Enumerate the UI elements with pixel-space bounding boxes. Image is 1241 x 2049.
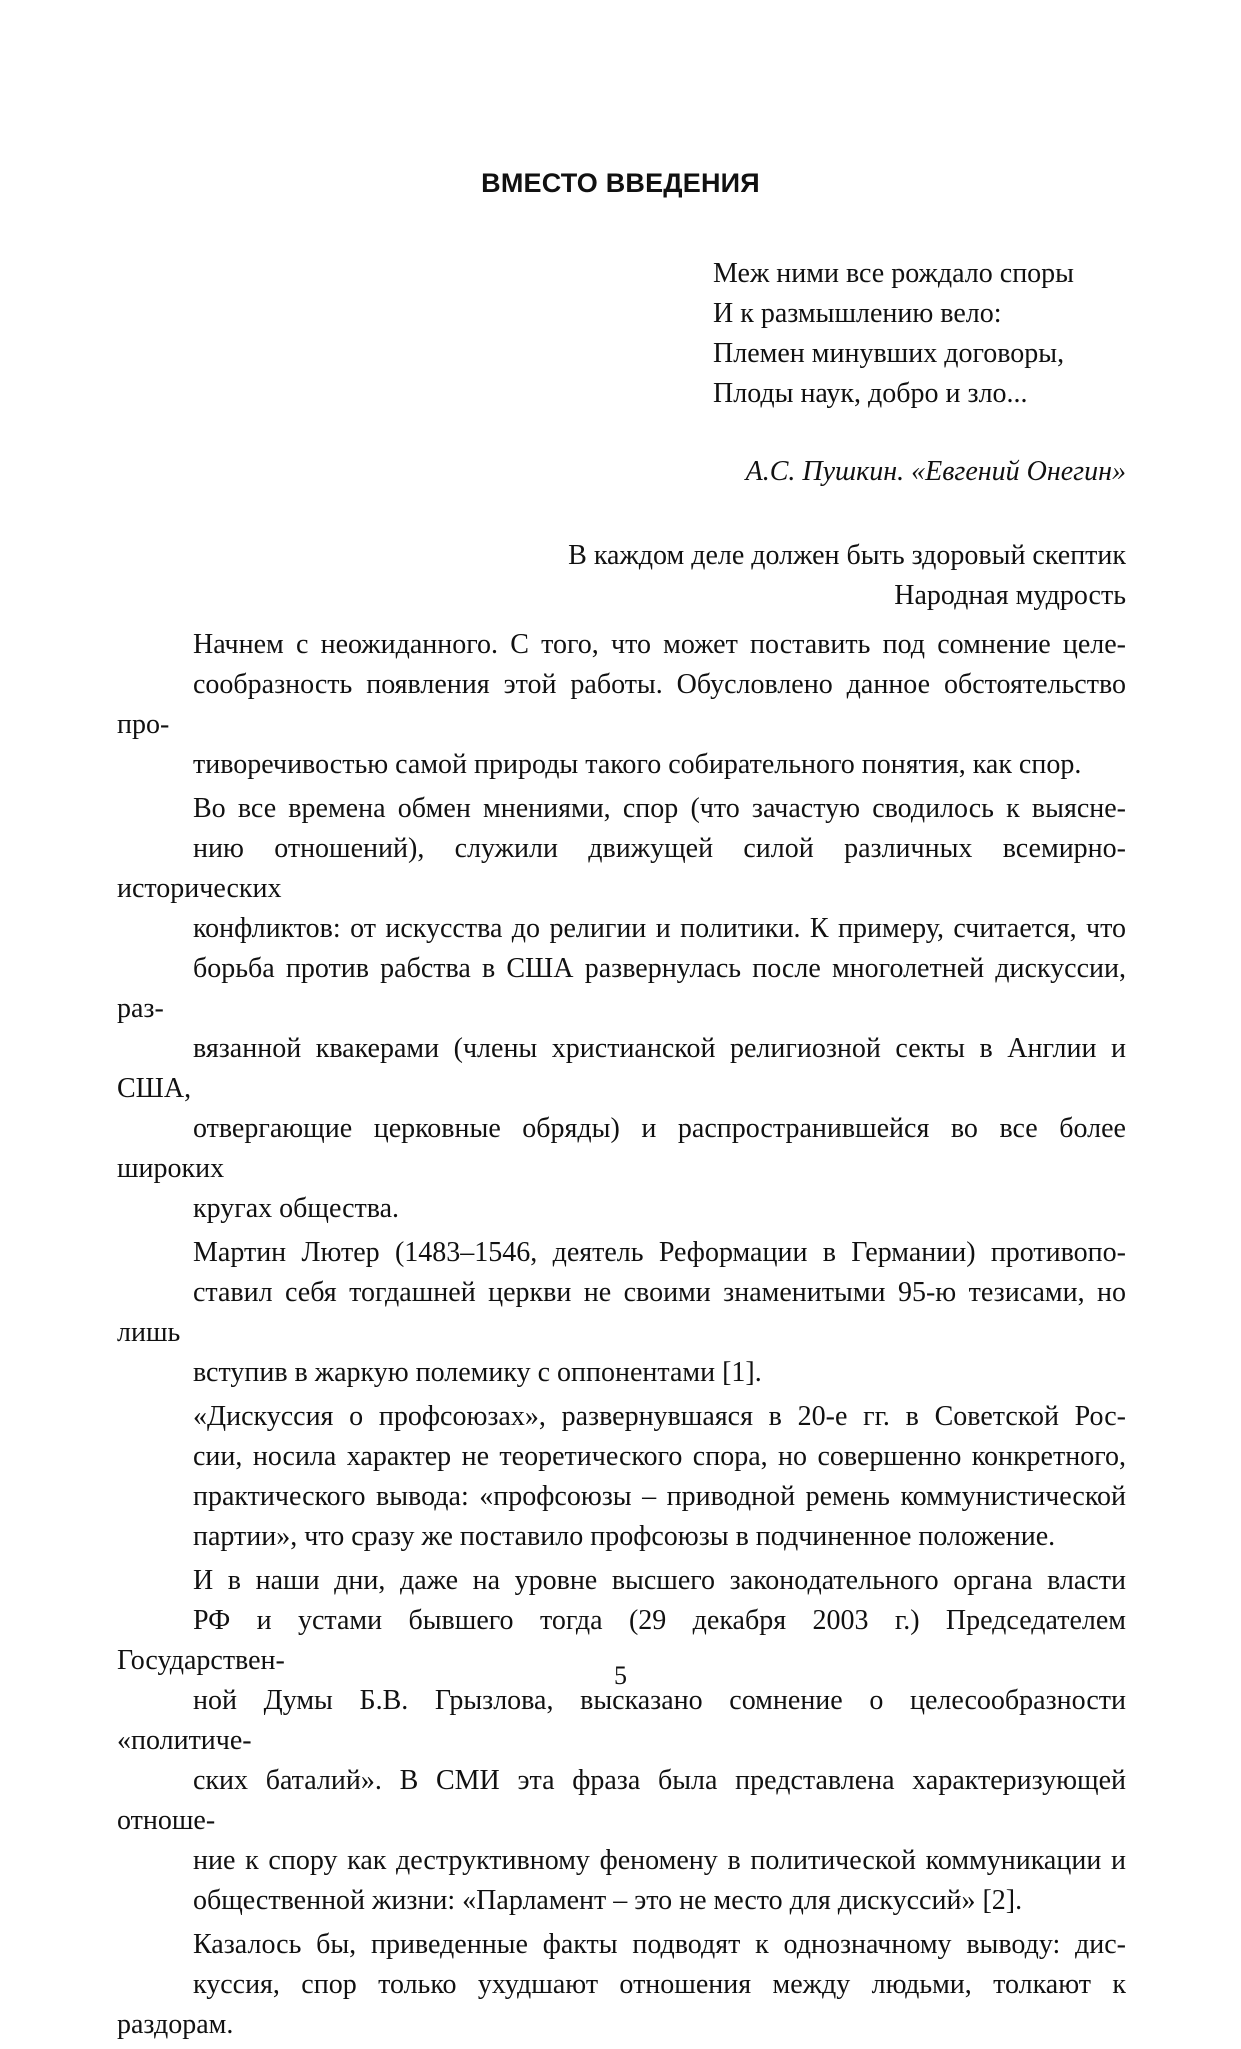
text-line: кругах общества.	[193, 1193, 400, 1224]
text-line: ной Думы Б.В. Грызлова, высказано сомнение о целесообразности «политиче-	[117, 1685, 1126, 1756]
text-line: отвергающие церковные обряды) и распространившейся во все более широких	[117, 1113, 1126, 1184]
text-line: Во все времена обмен мнениями, спор (что зачастую сводилось к выясне-	[193, 793, 1126, 824]
text-line: Казалось бы, приведенные факты подводят к однозначному выводу: дис-	[193, 1929, 1126, 1960]
page-number: 5	[614, 1661, 627, 1690]
chapter-heading: ВМЕСТО ВВЕДЕНИЯ	[481, 168, 760, 198]
paragraph	[117, 1561, 1126, 1921]
poem-line: Плоды наук, добро и зло...	[713, 378, 1028, 409]
proverb-text: В каждом деле должен быть здоровый скептик	[568, 540, 1126, 571]
paragraph	[117, 1233, 1126, 1393]
text-line: куссия, спор только ухудшают отношения между людьми, толкают к раздорам.	[117, 1969, 1126, 2040]
text-line: тиворечивостью самой природы такого собирательного понятия, как спор.	[193, 749, 1082, 780]
paragraph	[117, 1397, 1126, 1557]
text-line: Начнем с неожиданного. С того, что может поставить под сомнение целе-	[193, 629, 1126, 660]
paragraph	[117, 1925, 1126, 2045]
epigraph-proverb	[568, 536, 1126, 616]
text-line: борьба против рабства в США развернулась после многолетней дискуссии, раз-	[117, 953, 1126, 1024]
poem-line: Племен минувших договоры,	[713, 338, 1065, 369]
text-line: Мартин Лютер (1483–1546, деятель Реформации в Германии) противопо-	[193, 1237, 1126, 1268]
epigraph-poem	[713, 254, 1074, 414]
text-line: И в наши дни, даже на уровне высшего законодательного органа власти	[193, 1565, 1126, 1596]
text-line: «Дискуссия о профсоюзах», развернувшаяся в 20-е гг. в Советской Рос-	[193, 1401, 1126, 1432]
text-line: сии, носила характер не теоретического спора, но совершенно конкретного,	[193, 1441, 1126, 1472]
poem-attribution: А.С. Пушкин. «Евгений Онегин»	[745, 456, 1126, 487]
body-text	[117, 625, 1126, 2049]
text-line: общественной жизни: «Парламент – это не место для дискуссий» [2].	[193, 1885, 1023, 1916]
poem-line: Меж ними все рождало споры	[713, 258, 1074, 289]
paragraph	[117, 625, 1126, 785]
paragraph	[117, 789, 1126, 1229]
proverb-source: Народная мудрость	[894, 580, 1126, 611]
poem-line: И к размышлению вело:	[713, 298, 1002, 329]
text-line: ских баталий». В СМИ эта фраза была представлена характеризующей отноше-	[117, 1765, 1126, 1836]
text-line: вязанной квакерами (члены христианской религиозной секты в Англии и США,	[117, 1033, 1126, 1104]
text-line: РФ и устами бывшего тогда (29 декабря 2003 г.) Председателем Государствен-	[117, 1605, 1126, 1676]
text-line: сообразность появления этой работы. Обусловлено данное обстоятельство про-	[117, 669, 1126, 740]
text-line: ние к спору как деструктивному феномену в политической коммуникации и	[193, 1845, 1126, 1876]
text-line: партии», что сразу же поставило профсоюзы в подчиненное положение.	[193, 1521, 1056, 1552]
text-line: ставил себя тогдашней церкви не своими знаменитыми 95-ю тезисами, но лишь	[117, 1277, 1126, 1348]
text-line: вступив в жаркую полемику с оппонентами [1].	[193, 1357, 762, 1388]
text-line: конфликтов: от искусства до религии и политики. К примеру, считается, что	[193, 913, 1126, 944]
text-line: практического вывода: «профсоюзы – приводной ремень коммунистической	[193, 1481, 1126, 1512]
text-line: нию отношений), служили движущей силой различных всемирно-исторических	[117, 833, 1126, 904]
